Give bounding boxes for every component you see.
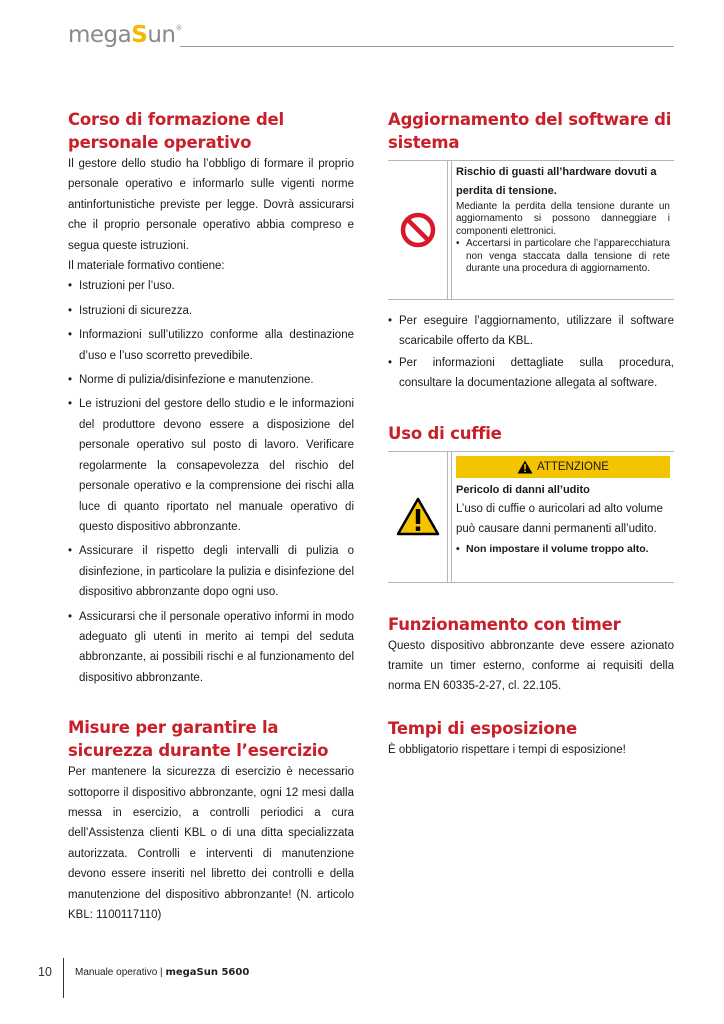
logo-text-mega: mega	[68, 22, 132, 48]
footer-separator	[63, 958, 64, 998]
page-number: 10	[38, 965, 52, 979]
footer-product-name: megaSun 5600	[165, 967, 250, 978]
prohibition-icon	[400, 212, 436, 248]
megasun-logo	[68, 22, 182, 48]
footer-manual-label: Manuale operativo |	[75, 967, 166, 978]
left-column	[68, 108, 354, 925]
training-list	[68, 276, 354, 688]
warning-body: Mediante la perdita della tensione durante un aggiornamento si possono danneggiare i componenti elettronici.	[456, 201, 670, 237]
warning-icon-cell	[388, 161, 448, 299]
training-material-intro: Il materiale formativo contiene:	[68, 260, 225, 273]
exposure-paragraph: È obbligatorio rispettare i tempi di esposizione!	[388, 743, 626, 756]
list-item: • Non impostare il volume troppo alto.	[456, 543, 670, 555]
warning-list	[456, 238, 670, 275]
list-item: • Per informazioni dettagliate sulla procedura, consultare la documentazione allegata al software.	[388, 353, 674, 394]
logo-text-s: S	[131, 22, 148, 48]
list-item: • Norme di pulizia/disinfezione e manutenzione.	[68, 370, 354, 390]
warning-title: Rischio di guasti all’hardware dovuti a perdita di tensione.	[456, 166, 657, 197]
training-intro: Il gestore dello studio ha l’obbligo di formare il proprio personale operativo e informarlo sulle vigenti norme antinfortunistiche previste per legge. Dovrà assicurarsi che il proprio personale operativo abbia compreso e segua queste istruzioni.	[68, 158, 354, 252]
section-title-safety: Misure per garantire la sicurezza durante l’esercizio	[68, 718, 329, 761]
warning-list	[456, 543, 670, 555]
warning-text-cell	[451, 452, 674, 582]
section-title-training: Corso di formazione del personale operativo	[68, 110, 285, 152]
safety-paragraph: Per mantenere la sicurezza di esercizio è necessario sottoporre il dispositivo abbronzante, ogni 12 mesi dalla messa in esercizio, a controlli periodici a cura dell’Assistenza clienti KBL o di una ditta specializzata autorizzata. Controlli e interventi di manutenzione devono essere inseriti nel libretto dei controlli e della manutenzione del dispositivo abbronzante! (N. articolo KBL: 1100117110)	[68, 766, 354, 921]
list-item: • Assicurare il rispetto degli intervalli di pulizia o disinfezione, in particolare la pulizia e disinfezione del dispositivo abbronzante dopo ogni uso.	[68, 541, 354, 602]
list-item: • Informazioni sull’utilizzo conforme alla destinazione d’uso e l’uso scorretto prevedibile.	[68, 325, 354, 366]
timer-paragraph: Questo dispositivo abbronzante deve essere azionato tramite un timer esterno, conforme ai requisiti della norma EN 60335-2-27, cl. 22.105.	[388, 639, 674, 693]
logo-text-un: un	[147, 22, 176, 48]
list-item: • Istruzioni di sicurezza.	[68, 301, 354, 321]
footer-text	[75, 967, 249, 978]
warning-icon-cell	[388, 452, 448, 582]
page-header	[68, 22, 674, 52]
hardware-warning-box	[388, 160, 674, 300]
list-item: • Istruzioni per l’uso.	[68, 276, 354, 296]
section-title-exposure: Tempi di esposizione	[388, 718, 578, 738]
warning-text-cell	[451, 161, 674, 299]
warning-body: L’uso di cuffie o auricolari ad alto volume può causare danni permanenti all’udito.	[456, 502, 663, 535]
list-item: • Assicurarsi che il personale operativo informi in modo adeguato gli utenti in merito ai tempi del seduta abbronzante, ai possibili rischi e al funzionamento del dispositivo abbronzante.	[68, 607, 354, 689]
section-title-timer: Funzionamento con timer	[388, 614, 621, 634]
warning-triangle-icon	[396, 497, 440, 537]
logo-registered-mark: ®	[175, 24, 182, 32]
warning-triangle-small-icon	[517, 460, 533, 474]
list-item: • Accertarsi in particolare che l’apparecchiatura non venga staccata dalla tensione di rete durante una procedura di aggiornamento.	[456, 238, 670, 275]
software-update-list	[388, 311, 674, 394]
warning-title: Pericolo di danni all’udito	[456, 483, 590, 496]
headphones-warning-box	[388, 451, 674, 583]
attention-label: ATTENZIONE	[537, 460, 609, 473]
right-column	[388, 108, 674, 760]
section-title-headphones: Uso di cuffie	[388, 423, 502, 443]
list-item: • Le istruzioni del gestore dello studio e le informazioni del produttore devono essere a disposizione del personale operativo sul posto di lavoro. Verificare regolarmente la consapevolezza del rischio del personale operativo e la comprensione dei rischi alla luce di quanto riportato nel manuale operativo di questo dispositivo abbronzante.	[68, 394, 354, 537]
list-item: • Per eseguire l’aggiornamento, utilizzare il software scaricabile offerto da KBL.	[388, 311, 674, 352]
attention-header	[456, 456, 670, 478]
section-title-software-update: Aggiornamento del software di sistema	[388, 110, 672, 152]
header-rule	[180, 46, 674, 47]
